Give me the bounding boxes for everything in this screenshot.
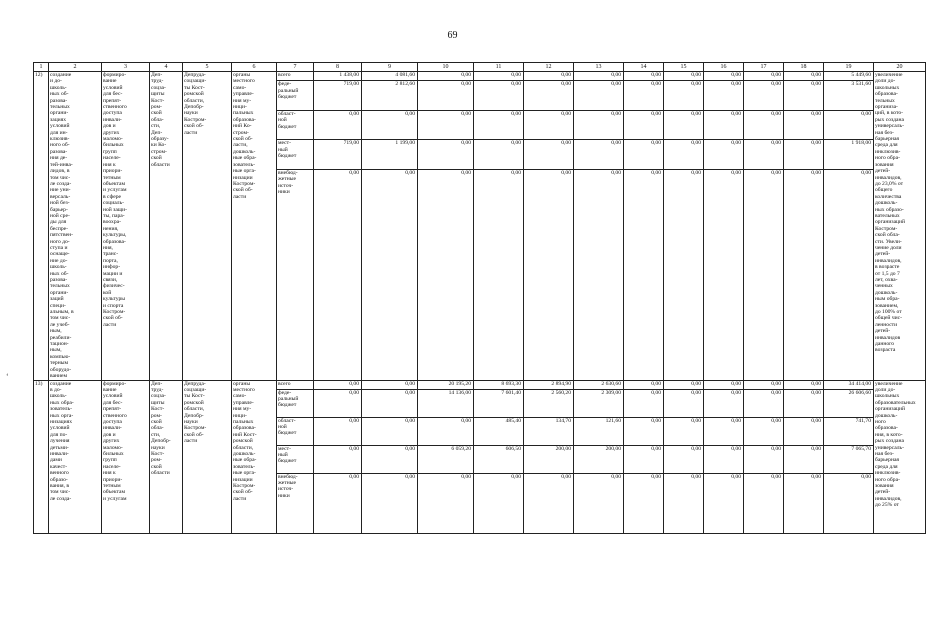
amount-cell: 0,00 (418, 110, 474, 139)
amount-cell: 0,00 (744, 445, 784, 473)
amount-cell: 0,00 (784, 445, 824, 473)
amount-cell: 0,00 (362, 110, 418, 139)
amount-cell: 0,00 (362, 445, 418, 473)
amount-cell: 485,40 (474, 417, 524, 445)
amount-cell: 7 065,70 (824, 445, 874, 473)
column-number-cell: 3 (102, 63, 150, 72)
column-number-cell: 12 (524, 63, 574, 72)
table-body (34, 63, 926, 534)
amount-cell: 2 812,60 (362, 81, 418, 110)
column-number-cell: 20 (874, 63, 926, 72)
amount-cell: 0,00 (664, 169, 704, 380)
amount-cell: 200,00 (574, 445, 624, 473)
amount-cell: 0,00 (418, 473, 474, 533)
amount-cell: 0,00 (704, 72, 744, 81)
funding-source: област- ной бюджет (277, 417, 314, 445)
amount-cell: 0,00 (664, 72, 704, 81)
amount-cell: 14 136,00 (418, 389, 474, 417)
amount-cell: 0,00 (474, 81, 524, 110)
amount-cell: 0,00 (474, 72, 524, 81)
amount-cell: 0,00 (704, 445, 744, 473)
amount-cell: 0,00 (704, 81, 744, 110)
column-number-cell: 19 (824, 63, 874, 72)
column-number-cell: 16 (704, 63, 744, 72)
amount-cell: 0,00 (704, 380, 744, 389)
row-number: 13) (34, 380, 49, 533)
amount-cell: 0,00 (362, 380, 418, 389)
participants: органы местного само- управле- ния му- ници- пальных образова- ний Ко- стром- ской об- ласти, дошколь- ные обра- зователь- ные орга- низации Костром- ской об- ласти (232, 72, 277, 381)
amount-cell: 0,00 (784, 417, 824, 445)
amount-cell: 0,00 (624, 81, 664, 110)
amount-cell: 0,00 (362, 417, 418, 445)
funding-source: област- ной бюджет (277, 110, 314, 139)
amount-cell: 200,00 (524, 445, 574, 473)
measure-name: создание в до- школь- ных обра- зователь- ных орга- низациях условий для по- лучения детьми- инвали- дами качест- венного образо- вания, в том чис- ле созда- (49, 380, 102, 533)
responsible-executor: Деп- труд- соцза- щиты Кост- ром- ской обла- сти, Депобр- науки Кост- ром- ской области (150, 380, 183, 533)
co-executor: Депруда- соцзащи- ты Кост- ромской области, Депобр- науки Костром- ской об- ласти (183, 72, 232, 381)
amount-cell: 719,00 (314, 81, 362, 110)
funding-source: всего (277, 72, 314, 81)
amount-cell: 0,00 (664, 445, 704, 473)
amount-cell: 0,00 (362, 473, 418, 533)
amount-cell: 7 601,40 (474, 389, 524, 417)
amount-cell: 0,00 (784, 140, 824, 169)
funding-source: феде- ральный бюджет (277, 81, 314, 110)
amount-cell: 0,00 (624, 445, 664, 473)
amount-cell: 5 449,60 (824, 72, 874, 81)
funding-source: внебюд- жетные источ- ники (277, 169, 314, 380)
amount-cell: 0,00 (664, 140, 704, 169)
amount-cell: 0,00 (704, 417, 744, 445)
amount-cell: 0,00 (624, 169, 664, 380)
amount-cell: 34 414,00 (824, 380, 874, 389)
amount-cell: 0,00 (362, 169, 418, 380)
participants: органы местного само- управле- ния му- ници- пальных образова- ний Кост- ромской области, дошколь- ные обра- зователь- ные орга- низации Костром- ской об- ласти (232, 380, 277, 533)
amount-cell: 606,50 (474, 445, 524, 473)
amount-cell: 0,00 (418, 140, 474, 169)
amount-cell: 0,00 (524, 81, 574, 110)
amount-cell: 0,00 (524, 72, 574, 81)
amount-cell: 0,00 (474, 169, 524, 380)
amount-cell: 0,00 (314, 389, 362, 417)
column-number-cell: 11 (474, 63, 524, 72)
table-row (34, 380, 926, 389)
amount-cell: 0,00 (824, 169, 874, 380)
column-number-cell: 15 (664, 63, 704, 72)
amount-cell: 1 918,00 (824, 140, 874, 169)
column-number-cell: 9 (362, 63, 418, 72)
amount-cell: 0,00 (664, 380, 704, 389)
column-number-row (34, 63, 926, 72)
amount-cell: 0,00 (418, 417, 474, 445)
amount-cell: 0,00 (704, 389, 744, 417)
amount-cell: 0,00 (704, 110, 744, 139)
amount-cell: 0,00 (744, 473, 784, 533)
amount-cell: 1 438,00 (314, 72, 362, 81)
amount-cell: 2 630,60 (574, 380, 624, 389)
measure-name: создание и до- школь- ных об- разова- тельных органи- зациях условий для ин- клюзив- ного об- разова- ния де- тей-инва- лидов, в том чис- ле созда- ние уни- версаль- ной без- барьер- ной сре- ды для беспре- пятствен- ного до- ступа и оснаще- ние до- школь- ных об- разова- тельных органи- заций специ- альным, в том чис- ле учеб- ным, реабили- тацион- ным, компью- терным оборудо- ванием (49, 72, 102, 381)
amount-cell: 2 309,00 (574, 389, 624, 417)
amount-cell: 0,00 (314, 417, 362, 445)
amount-cell: 0,00 (784, 72, 824, 81)
amount-cell: 0,00 (574, 140, 624, 169)
column-number-cell: 2 (49, 63, 102, 72)
amount-cell: 0,00 (744, 389, 784, 417)
amount-cell: 0,00 (664, 389, 704, 417)
amount-cell: 0,00 (418, 72, 474, 81)
amount-cell: 0,00 (664, 81, 704, 110)
amount-cell: 0,00 (664, 110, 704, 139)
amount-cell: 4 081,60 (362, 72, 418, 81)
amount-cell: 741,70 (824, 417, 874, 445)
amount-cell: 1 199,00 (362, 140, 418, 169)
amount-cell: 0,00 (744, 110, 784, 139)
measure-goal: формиро- вание условий для бес- препят- ственного доступа инвали- дов и других маломо- бильных групп населе- ния к приори- тетным объектам и услугам (102, 380, 150, 533)
amount-cell: 0,00 (624, 473, 664, 533)
amount-cell: 0,00 (574, 473, 624, 533)
amount-cell: 0,00 (744, 81, 784, 110)
column-number-cell: 6 (232, 63, 277, 72)
amount-cell: 20 195,20 (418, 380, 474, 389)
amount-cell: 0,00 (624, 389, 664, 417)
amount-cell: 121,60 (574, 417, 624, 445)
responsible-executor: Деп- труд- соцза- щиты Кост- ром- ской обла- сти, Деп- образу- ки Ко- стром- ской области (150, 72, 183, 381)
column-number-cell: 18 (784, 63, 824, 72)
amount-cell: 0,00 (314, 110, 362, 139)
amount-cell: 0,00 (314, 473, 362, 533)
amount-cell: 0,00 (474, 140, 524, 169)
amount-cell: 0,00 (314, 445, 362, 473)
amount-cell: 6 059,20 (418, 445, 474, 473)
expected-result: увеличение доли до- школьных образова- тельных организа- ций, в кото- рых создана универсаль- ная без- барьерная среда для инклюзив- ного обра- зования детей- инвалидов, до 23,0% от общего количества дошколь- ных образо- вательных организаций Костром- ской обла- сти. Увели- чение доли детей- инвалидов, в возрасте от 1,5 до 7 лет, охва- ченных дошколь- ным обра- зованием, до 100% от общей чис- ленности детей- инвалидов данного возраста (874, 72, 926, 381)
margin-mark: ʻ (6, 372, 9, 381)
amount-cell: 0,00 (574, 72, 624, 81)
amount-cell: 0,00 (704, 169, 744, 380)
amount-cell: 0,00 (664, 417, 704, 445)
amount-cell: 0,00 (574, 110, 624, 139)
funding-source: феде- ральный бюджет (277, 389, 314, 417)
amount-cell: 0,00 (824, 473, 874, 533)
column-number-cell: 10 (418, 63, 474, 72)
amount-cell: 0,00 (624, 417, 664, 445)
amount-cell: 0,00 (784, 380, 824, 389)
amount-cell: 0,00 (362, 389, 418, 417)
column-number-cell: 14 (624, 63, 664, 72)
amount-cell: 134,70 (524, 417, 574, 445)
amount-cell: 2 560,20 (524, 389, 574, 417)
page-number: 69 (447, 30, 458, 41)
column-number-cell: 5 (183, 63, 232, 72)
amount-cell: 0,00 (784, 110, 824, 139)
amount-cell: 0,00 (574, 81, 624, 110)
amount-cell: 0,00 (474, 110, 524, 139)
amount-cell: 8 693,30 (474, 380, 524, 389)
row-number: 12) (34, 72, 49, 381)
expected-result: увеличение доли до- школьных образовательных организаций дошколь- ного образова- ния, в кото- рых создана универсаль- ная без- барьерная среда для инклюзив- ного обра- зования детей- инвалидов, до 25% от (874, 380, 926, 533)
amount-cell: 0,00 (824, 110, 874, 139)
funding-source: внебюд- жетные источ- ники (277, 473, 314, 533)
funding-source: мест- ный бюджет (277, 445, 314, 473)
column-number-cell: 1 (34, 63, 49, 72)
column-number-cell: 8 (314, 63, 362, 72)
funding-source: всего (277, 380, 314, 389)
amount-cell: 0,00 (524, 169, 574, 380)
co-executor: Депруда- соцзащи- ты Кост- ромской области, Депобр- науки Костром- ской об- ласти (183, 380, 232, 533)
amount-cell: 0,00 (624, 72, 664, 81)
budget-table-sheet (33, 62, 916, 640)
amount-cell: 0,00 (744, 417, 784, 445)
amount-cell: 2 894,90 (524, 380, 574, 389)
column-number-cell: 4 (150, 63, 183, 72)
amount-cell: 0,00 (784, 81, 824, 110)
amount-cell: 0,00 (784, 169, 824, 380)
amount-cell: 0,00 (704, 473, 744, 533)
amount-cell: 0,00 (744, 169, 784, 380)
amount-cell: 0,00 (418, 81, 474, 110)
budget-table (33, 62, 926, 534)
column-number-cell: 13 (574, 63, 624, 72)
amount-cell: 0,00 (524, 473, 574, 533)
amount-cell: 0,00 (784, 389, 824, 417)
amount-cell: 0,00 (574, 169, 624, 380)
amount-cell: 0,00 (314, 169, 362, 380)
amount-cell: 0,00 (474, 473, 524, 533)
column-number-cell: 17 (744, 63, 784, 72)
amount-cell: 0,00 (744, 380, 784, 389)
amount-cell: 0,00 (624, 380, 664, 389)
amount-cell: 0,00 (744, 140, 784, 169)
amount-cell: 26 606,60 (824, 389, 874, 417)
table-row (34, 72, 926, 81)
amount-cell: 0,00 (784, 473, 824, 533)
amount-cell: 0,00 (664, 473, 704, 533)
amount-cell: 0,00 (704, 140, 744, 169)
amount-cell: 719,00 (314, 140, 362, 169)
amount-cell: 0,00 (624, 140, 664, 169)
funding-source: мест- ный бюджет (277, 140, 314, 169)
amount-cell: 0,00 (418, 169, 474, 380)
amount-cell: 3 531,60 (824, 81, 874, 110)
amount-cell: 0,00 (624, 110, 664, 139)
column-number-cell: 7 (277, 63, 314, 72)
amount-cell: 0,00 (314, 380, 362, 389)
measure-goal: формиро- вание условий для бес- препят- ственного доступа инвали- дов и других маломо- бильных групп населе- ния к приори- тетным объектам и услугам в сфере социаль- ной защи- ты, пара- воохра- нения, культуры, образова- ния, транс- порта, инфор- мации и связи, физичес- кой культуры и спорта Костром- ской об- ласти (102, 72, 150, 381)
amount-cell: 0,00 (744, 72, 784, 81)
amount-cell: 0,00 (524, 110, 574, 139)
amount-cell: 0,00 (524, 140, 574, 169)
